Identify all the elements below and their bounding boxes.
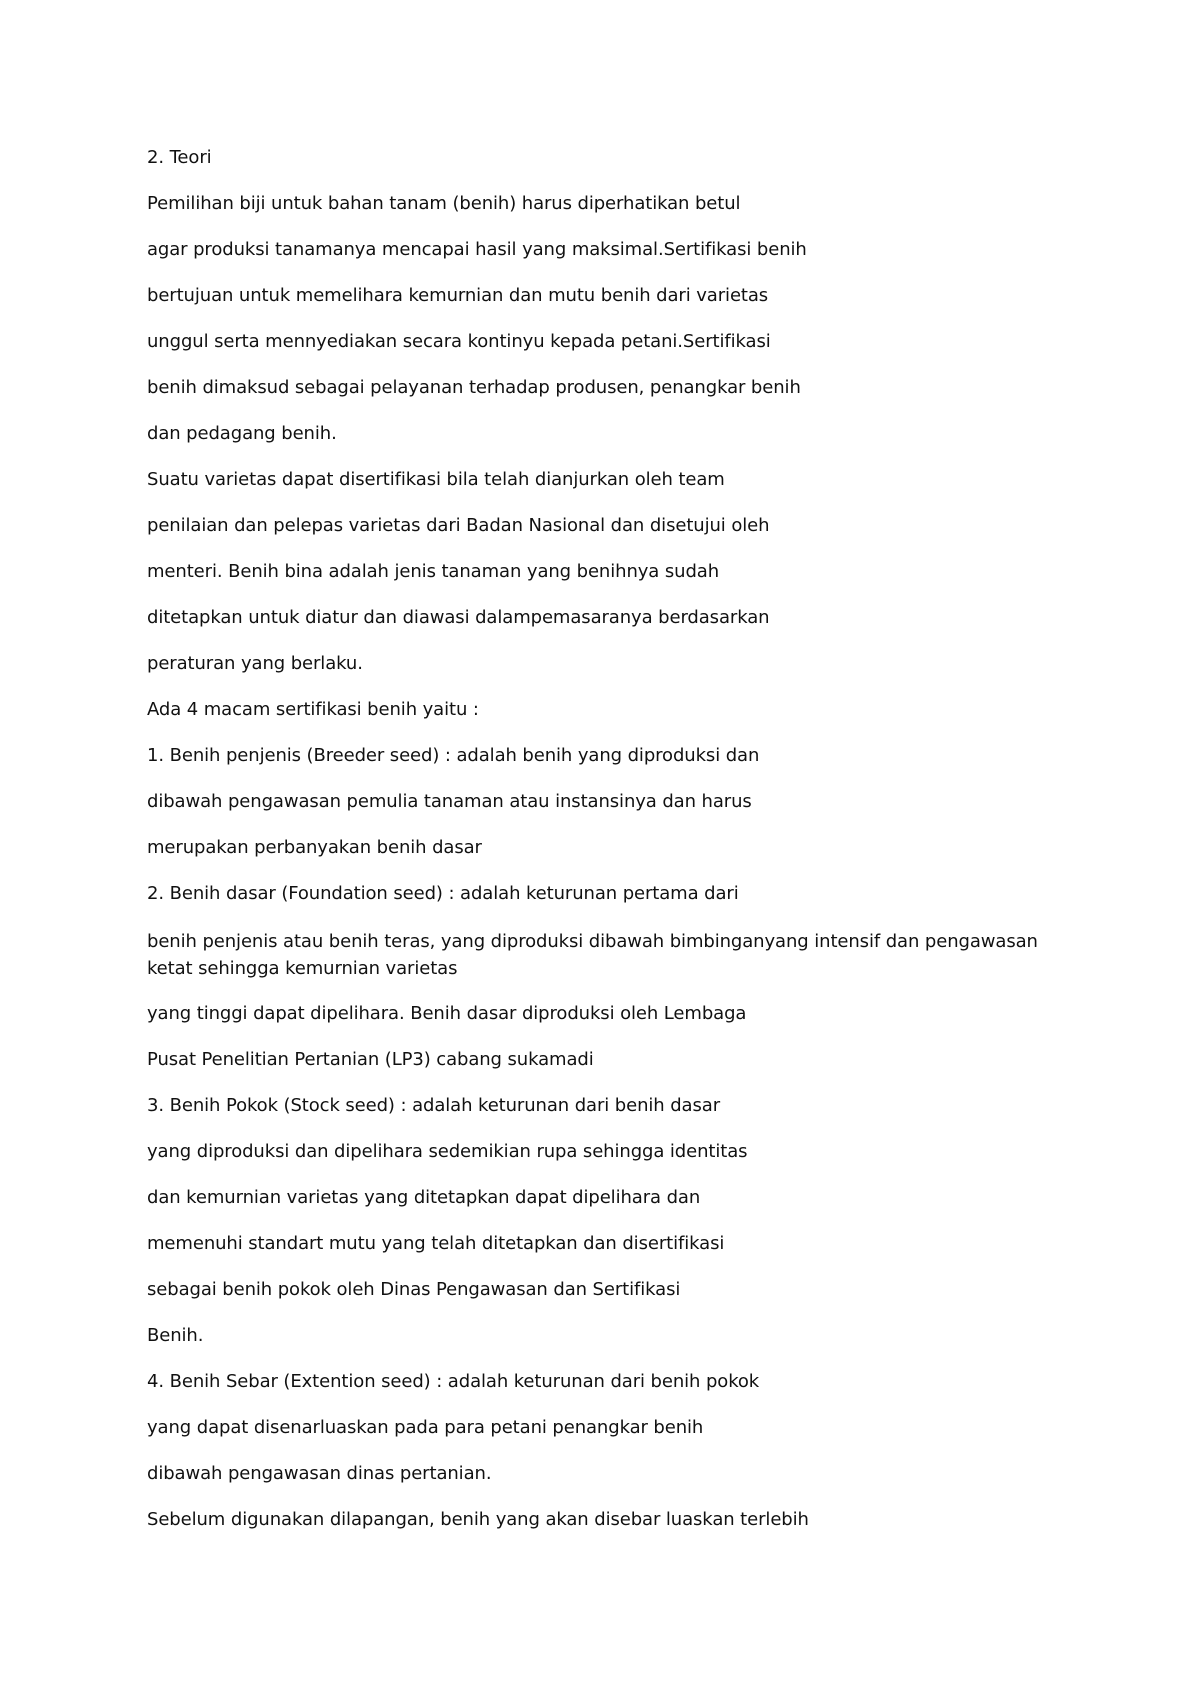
text-line: menteri. Benih bina adalah jenis tanaman yang benihnya sudah: [147, 561, 720, 582]
text-line: ditetapkan untuk diatur dan diawasi dalampemasaranya berdasarkan: [147, 607, 770, 628]
text-line: yang dapat disenarluaskan pada para petani penangkar benih: [147, 1417, 704, 1438]
text-line: agar produksi tanamanya mencapai hasil yang maksimal.Sertifikasi benih: [147, 239, 807, 260]
text-line: yang tinggi dapat dipelihara. Benih dasar diproduksi oleh Lembaga: [147, 1003, 747, 1024]
section-heading: 2. Teori: [147, 147, 212, 168]
text-line: penilaian dan pelepas varietas dari Badan Nasional dan disetujui oleh: [147, 515, 770, 536]
text-line: Pemilihan biji untuk bahan tanam (benih) harus diperhatikan betul: [147, 193, 741, 214]
list-item-extension-seed: 4. Benih Sebar (Extention seed) : adalah keturunan dari benih pokok: [147, 1371, 760, 1392]
text-line-wrapped: benih penjenis atau benih teras, yang diproduksi dibawah bimbinganyang intensif dan pengawasan ketat sehingga kemurnian varietas: [147, 931, 1038, 979]
text-line: memenuhi standart mutu yang telah ditetapkan dan disertifikasi: [147, 1233, 725, 1254]
text-line: bertujuan untuk memelihara kemurnian dan mutu benih dari varietas: [147, 285, 769, 306]
text-line: benih dimaksud sebagai pelayanan terhadap produsen, penangkar benih: [147, 377, 801, 398]
text-line: Suatu varietas dapat disertifikasi bila telah dianjurkan oleh team: [147, 469, 725, 490]
list-item-breeder-seed: 1. Benih penjenis (Breeder seed) : adalah benih yang diproduksi dan: [147, 745, 760, 766]
text-line: unggul serta mennyediakan secara kontinyu kepada petani.Sertifikasi: [147, 331, 771, 352]
list-item-foundation-seed: 2. Benih dasar (Foundation seed) : adalah keturunan pertama dari: [147, 883, 739, 904]
text-line: dan kemurnian varietas yang ditetapkan dapat dipelihara dan: [147, 1187, 701, 1208]
list-intro: Ada 4 macam sertifikasi benih yaitu :: [147, 699, 479, 720]
text-line: sebagai benih pokok oleh Dinas Pengawasan dan Sertifikasi: [147, 1279, 681, 1300]
text-line: peraturan yang berlaku.: [147, 653, 363, 674]
text-line: dibawah pengawasan pemulia tanaman atau instansinya dan harus: [147, 791, 752, 812]
text-line: merupakan perbanyakan benih dasar: [147, 837, 482, 858]
list-item-stock-seed: 3. Benih Pokok (Stock seed) : adalah keturunan dari benih dasar: [147, 1095, 720, 1116]
text-line: dan pedagang benih.: [147, 423, 337, 444]
document-body: [147, 146, 1067, 1554]
text-line: Pusat Penelitian Pertanian (LP3) cabang sukamadi: [147, 1049, 594, 1070]
text-line: dibawah pengawasan dinas pertanian.: [147, 1463, 492, 1484]
text-line: yang diproduksi dan dipelihara sedemikian rupa sehingga identitas: [147, 1141, 748, 1162]
text-line: Sebelum digunakan dilapangan, benih yang akan disebar luaskan terlebih: [147, 1509, 809, 1530]
text-line: Benih.: [147, 1325, 204, 1346]
